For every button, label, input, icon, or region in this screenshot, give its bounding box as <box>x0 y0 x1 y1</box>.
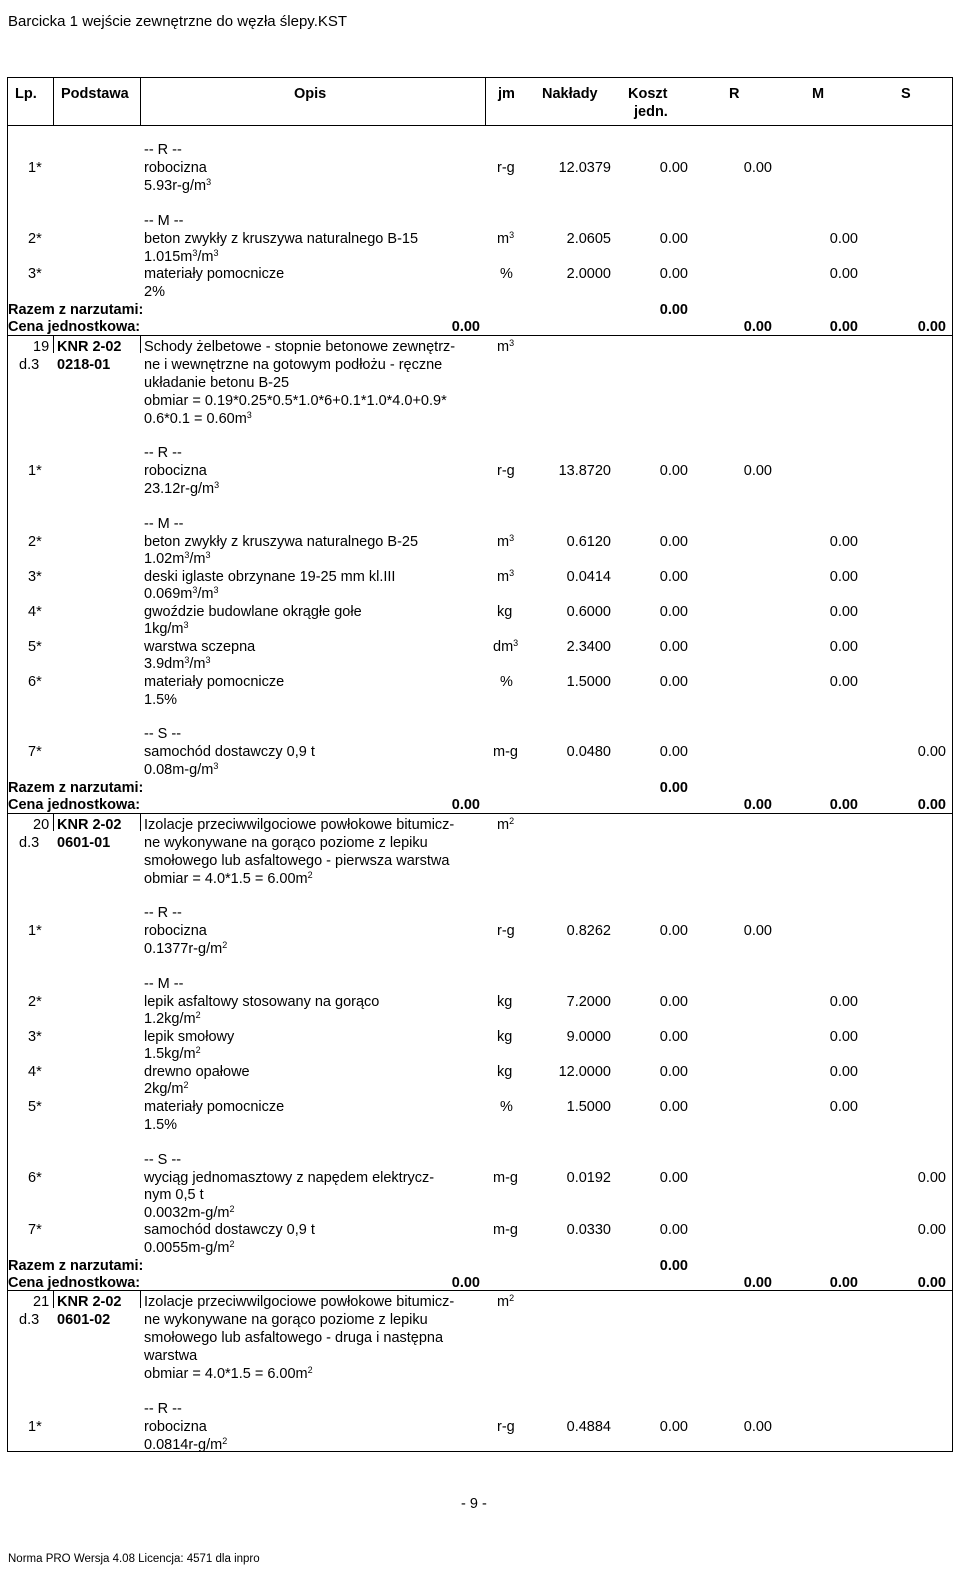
cena-s: 0.00 <box>917 1275 946 1291</box>
page-number: - 9 - <box>461 1496 487 1512</box>
row-norm: $0.1377r-g/m^2$ <box>144 940 228 957</box>
position-d: d.3 <box>19 1312 40 1328</box>
row-lp: 1* <box>28 923 42 939</box>
row-koszt: 0.00 <box>659 160 688 176</box>
row-lp: 1* <box>28 463 42 479</box>
row-m: 0.00 <box>829 674 858 690</box>
row-norm: $0.069m^3/m^3$ <box>144 585 219 602</box>
row-naklady: 0.0192 <box>566 1170 611 1186</box>
position-divider <box>140 813 141 831</box>
row-norm: $23.12r-g/m^3$ <box>144 480 220 497</box>
position-desc: obmiar = 0.19*0.25*0.5*1.0*6+0.1*1.0*4.0+0.9* <box>144 393 447 409</box>
position-knr: KNR 2-02 <box>57 817 122 833</box>
razem-label: Razem z narzutami: <box>8 1258 144 1274</box>
row-lp: 2* <box>28 994 42 1010</box>
row-jm: % <box>500 674 513 690</box>
row-r: 0.00 <box>743 463 772 479</box>
row-m: 0.00 <box>829 1064 858 1080</box>
row-norm: $0.0055m-g/m^2$ <box>144 1239 235 1256</box>
cena-value: 0.00 <box>451 797 480 813</box>
row-r: 0.00 <box>743 923 772 939</box>
position-divider <box>53 335 54 353</box>
row-jm: $m^3$ <box>497 568 515 585</box>
section-marker-r: -- R -- <box>144 445 182 461</box>
position-desc: $0.6*0.1 = 0.60m^3$ <box>144 410 252 427</box>
cena-r: 0.00 <box>743 1275 772 1291</box>
row-koszt: 0.00 <box>659 1029 688 1045</box>
row-naklady: 2.0605 <box>566 231 611 247</box>
row-koszt: 0.00 <box>659 1170 688 1186</box>
position-code: 0601-01 <box>57 835 111 851</box>
row-name: warstwa sczepna <box>144 639 256 655</box>
row-naklady: 7.2000 <box>566 994 611 1010</box>
row-jm: % <box>500 1099 513 1115</box>
row-name: samochód dostawczy 0,9 t <box>144 1222 315 1238</box>
row-jm: $dm^3$ <box>493 638 519 655</box>
cena-r: 0.00 <box>743 797 772 813</box>
row-koszt: 0.00 <box>659 1064 688 1080</box>
position-desc: ne i wewnętrzne na gotowym podłożu - ręczne <box>144 357 443 373</box>
section-marker-r: -- R -- <box>144 1401 182 1417</box>
row-lp: 6* <box>28 1170 42 1186</box>
row-koszt: 0.00 <box>659 1222 688 1238</box>
header-divider <box>140 77 141 126</box>
row-name: robocizna <box>144 923 207 939</box>
position-divider <box>53 1290 54 1308</box>
row-name-cont: nym 0,5 t <box>144 1187 204 1203</box>
footer-license: Norma PRO Wersja 4.08 Licencja: 4571 dla inpro <box>8 1553 260 1565</box>
row-koszt: 0.00 <box>659 1419 688 1435</box>
header-r: R <box>729 86 740 102</box>
position-jm: $m^3$ <box>497 338 515 355</box>
cena-s: 0.00 <box>917 797 946 813</box>
row-name: robocizna <box>144 160 207 176</box>
row-jm: r-g <box>497 923 515 939</box>
row-m: 0.00 <box>829 994 858 1010</box>
row-naklady: 0.4884 <box>566 1419 611 1435</box>
header-divider <box>485 77 486 126</box>
cena-s: 0.00 <box>917 319 946 335</box>
row-name: drewno opałowe <box>144 1064 250 1080</box>
position-number: 19 <box>33 339 50 355</box>
razem-label: Razem z narzutami: <box>8 302 144 318</box>
row-jm: $m^3$ <box>497 533 515 550</box>
position-desc: obmiar = $4.0*1.5 = 6.00m^2$ <box>144 870 313 887</box>
row-m: 0.00 <box>829 1099 858 1115</box>
row-norm: $1.2kg/m^2$ <box>144 1010 201 1027</box>
row-s: 0.00 <box>917 1170 946 1186</box>
row-norm: $0.0032m-g/m^2$ <box>144 1204 235 1221</box>
row-name: lepik asfaltowy stosowany na gorąco <box>144 994 380 1010</box>
row-name: materiały pomocnicze <box>144 1099 285 1115</box>
row-name: deski iglaste obrzynane 19-25 mm kl.III <box>144 569 396 585</box>
razem-value: 0.00 <box>659 780 688 796</box>
position-desc: Izolacje przeciwwilgociowe powłokowe bitumicz- <box>144 817 455 833</box>
row-naklady: 9.0000 <box>566 1029 611 1045</box>
cena-label: Cena jednostkowa: <box>8 319 141 335</box>
position-desc: ne wykonywane na gorąco poziome z lepiku <box>144 1312 428 1328</box>
row-koszt: 0.00 <box>659 534 688 550</box>
position-desc: ne wykonywane na gorąco poziome z lepiku <box>144 835 428 851</box>
row-lp: 3* <box>28 266 42 282</box>
row-name: beton zwykły z kruszywa naturalnego B-25 <box>144 534 419 550</box>
row-lp: 2* <box>28 231 42 247</box>
row-jm: m-g <box>493 744 518 760</box>
row-jm: $m^3$ <box>497 230 515 247</box>
razem-label: Razem z narzutami: <box>8 780 144 796</box>
row-name: materiały pomocnicze <box>144 674 285 690</box>
row-jm: r-g <box>497 463 515 479</box>
row-naklady: 2.0000 <box>566 266 611 282</box>
section-marker-m: -- M -- <box>144 213 184 229</box>
cena-label: Cena jednostkowa: <box>8 797 141 813</box>
row-norm: $1kg/m^3$ <box>144 620 189 637</box>
section-marker-s: -- S -- <box>144 726 182 742</box>
row-naklady: 0.0480 <box>566 744 611 760</box>
row-norm: $3.9dm^3/m^3$ <box>144 655 211 672</box>
row-m: 0.00 <box>829 604 858 620</box>
cena-r: 0.00 <box>743 319 772 335</box>
section-marker-r: -- R -- <box>144 142 182 158</box>
row-lp: 3* <box>28 1029 42 1045</box>
row-norm: 1.5% <box>144 692 178 708</box>
row-norm: $2kg/m^2$ <box>144 1080 189 1097</box>
row-jm: m-g <box>493 1222 518 1238</box>
row-jm: % <box>500 266 513 282</box>
row-norm: $1.5kg/m^2$ <box>144 1045 201 1062</box>
row-jm: kg <box>497 604 513 620</box>
position-number: 20 <box>33 817 50 833</box>
section-marker-m: -- M -- <box>144 976 184 992</box>
row-koszt: 0.00 <box>659 231 688 247</box>
header-divider <box>53 77 54 126</box>
header-koszt: Koszt <box>628 86 668 102</box>
position-code: 0601-02 <box>57 1312 111 1328</box>
position-jm: $m^2$ <box>497 816 515 833</box>
row-koszt: 0.00 <box>659 674 688 690</box>
row-naklady: 1.5000 <box>566 674 611 690</box>
position-code: 0218-01 <box>57 357 111 373</box>
header-naklady: Nakłady <box>542 86 598 102</box>
cena-value: 0.00 <box>451 1275 480 1291</box>
position-divider <box>53 813 54 831</box>
row-koszt: 0.00 <box>659 569 688 585</box>
row-lp: 5* <box>28 639 42 655</box>
position-desc: smołowego lub asfaltowego - druga i następna <box>144 1330 444 1346</box>
header-s: S <box>901 86 911 102</box>
row-name: beton zwykły z kruszywa naturalnego B-15 <box>144 231 419 247</box>
row-m: 0.00 <box>829 1029 858 1045</box>
row-koszt: 0.00 <box>659 639 688 655</box>
row-naklady: 13.8720 <box>558 463 611 479</box>
position-number: 21 <box>33 1294 50 1310</box>
row-s: 0.00 <box>917 744 946 760</box>
row-naklady: 0.0414 <box>566 569 611 585</box>
position-desc: warstwa <box>144 1348 198 1364</box>
row-norm: 2% <box>144 284 165 300</box>
row-lp: 7* <box>28 744 42 760</box>
row-lp: 3* <box>28 569 42 585</box>
row-jm: kg <box>497 1064 513 1080</box>
position-jm: $m^2$ <box>497 1293 515 1310</box>
row-lp: 6* <box>28 674 42 690</box>
row-m: 0.00 <box>829 639 858 655</box>
position-desc: Izolacje przeciwwilgociowe powłokowe bitumicz- <box>144 1294 455 1310</box>
header-lp: Lp. <box>15 86 37 102</box>
row-m: 0.00 <box>829 569 858 585</box>
position-divider <box>140 1290 141 1308</box>
row-r: 0.00 <box>743 1419 772 1435</box>
row-jm: m-g <box>493 1170 518 1186</box>
row-naklady: 1.5000 <box>566 1099 611 1115</box>
header-podstawa: Podstawa <box>61 86 129 102</box>
cena-label: Cena jednostkowa: <box>8 1275 141 1291</box>
row-koszt: 0.00 <box>659 994 688 1010</box>
row-name: samochód dostawczy 0,9 t <box>144 744 315 760</box>
position-d: d.3 <box>19 357 40 373</box>
row-jm: r-g <box>497 1419 515 1435</box>
row-s: 0.00 <box>917 1222 946 1238</box>
row-norm: $5.93r-g/m^3$ <box>144 177 212 194</box>
row-lp: 7* <box>28 1222 42 1238</box>
row-norm: $0.0814r-g/m^2$ <box>144 1436 228 1453</box>
row-norm: 1.5% <box>144 1117 178 1133</box>
row-name: wyciąg jednomasztowy z napędem elektrycz- <box>144 1170 435 1186</box>
document-title: Barcicka 1 wejście zewnętrzne do węzła ślepy.KST <box>8 13 348 30</box>
row-name: materiały pomocnicze <box>144 266 285 282</box>
row-naklady: 12.0000 <box>558 1064 611 1080</box>
row-lp: 4* <box>28 1064 42 1080</box>
position-knr: KNR 2-02 <box>57 339 122 355</box>
table-border-right <box>952 126 953 1451</box>
razem-value: 0.00 <box>659 302 688 318</box>
row-lp: 4* <box>28 604 42 620</box>
position-knr: KNR 2-02 <box>57 1294 122 1310</box>
header-m: M <box>812 86 825 102</box>
cena-m: 0.00 <box>829 319 858 335</box>
position-desc: obmiar = $4.0*1.5 = 6.00m^2$ <box>144 1365 313 1382</box>
row-jm: kg <box>497 994 513 1010</box>
row-lp: 5* <box>28 1099 42 1115</box>
row-lp: 1* <box>28 1419 42 1435</box>
row-koszt: 0.00 <box>659 923 688 939</box>
row-naklady: 12.0379 <box>558 160 611 176</box>
row-lp: 2* <box>28 534 42 550</box>
row-naklady: 0.6120 <box>566 534 611 550</box>
position-d: d.3 <box>19 835 40 851</box>
position-desc: układanie betonu B-25 <box>144 375 290 391</box>
section-marker-r: -- R -- <box>144 905 182 921</box>
header-opis: Opis <box>294 86 327 102</box>
row-naklady: 0.0330 <box>566 1222 611 1238</box>
row-koszt: 0.00 <box>659 266 688 282</box>
row-m: 0.00 <box>829 266 858 282</box>
header-koszt-jedn: jedn. <box>634 104 668 120</box>
row-norm: $1.015m^3/m^3$ <box>144 248 219 265</box>
header-jm: jm <box>498 86 515 102</box>
razem-value: 0.00 <box>659 1258 688 1274</box>
position-desc: Schody żelbetowe - stopnie betonowe zewnętrz- <box>144 339 456 355</box>
row-name: lepik smołowy <box>144 1029 235 1045</box>
row-naklady: 2.3400 <box>566 639 611 655</box>
row-jm: r-g <box>497 160 515 176</box>
row-norm: $0.08m-g/m^3$ <box>144 761 219 778</box>
row-r: 0.00 <box>743 160 772 176</box>
row-naklady: 0.8262 <box>566 923 611 939</box>
row-m: 0.00 <box>829 534 858 550</box>
row-koszt: 0.00 <box>659 744 688 760</box>
row-jm: kg <box>497 1029 513 1045</box>
row-m: 0.00 <box>829 231 858 247</box>
row-koszt: 0.00 <box>659 604 688 620</box>
row-name: robocizna <box>144 463 207 479</box>
row-koszt: 0.00 <box>659 1099 688 1115</box>
position-divider <box>140 335 141 353</box>
section-marker-m: -- M -- <box>144 516 184 532</box>
row-koszt: 0.00 <box>659 463 688 479</box>
row-norm: $1.02m^3/m^3$ <box>144 550 211 567</box>
row-name: robocizna <box>144 1419 207 1435</box>
row-naklady: 0.6000 <box>566 604 611 620</box>
position-desc: smołowego lub asfaltowego - pierwsza warstwa <box>144 853 450 869</box>
section-marker-s: -- S -- <box>144 1152 182 1168</box>
row-name: gwoździe budowlane okrągłe gołe <box>144 604 362 620</box>
row-lp: 1* <box>28 160 42 176</box>
cena-m: 0.00 <box>829 1275 858 1291</box>
cena-m: 0.00 <box>829 797 858 813</box>
cena-value: 0.00 <box>451 319 480 335</box>
